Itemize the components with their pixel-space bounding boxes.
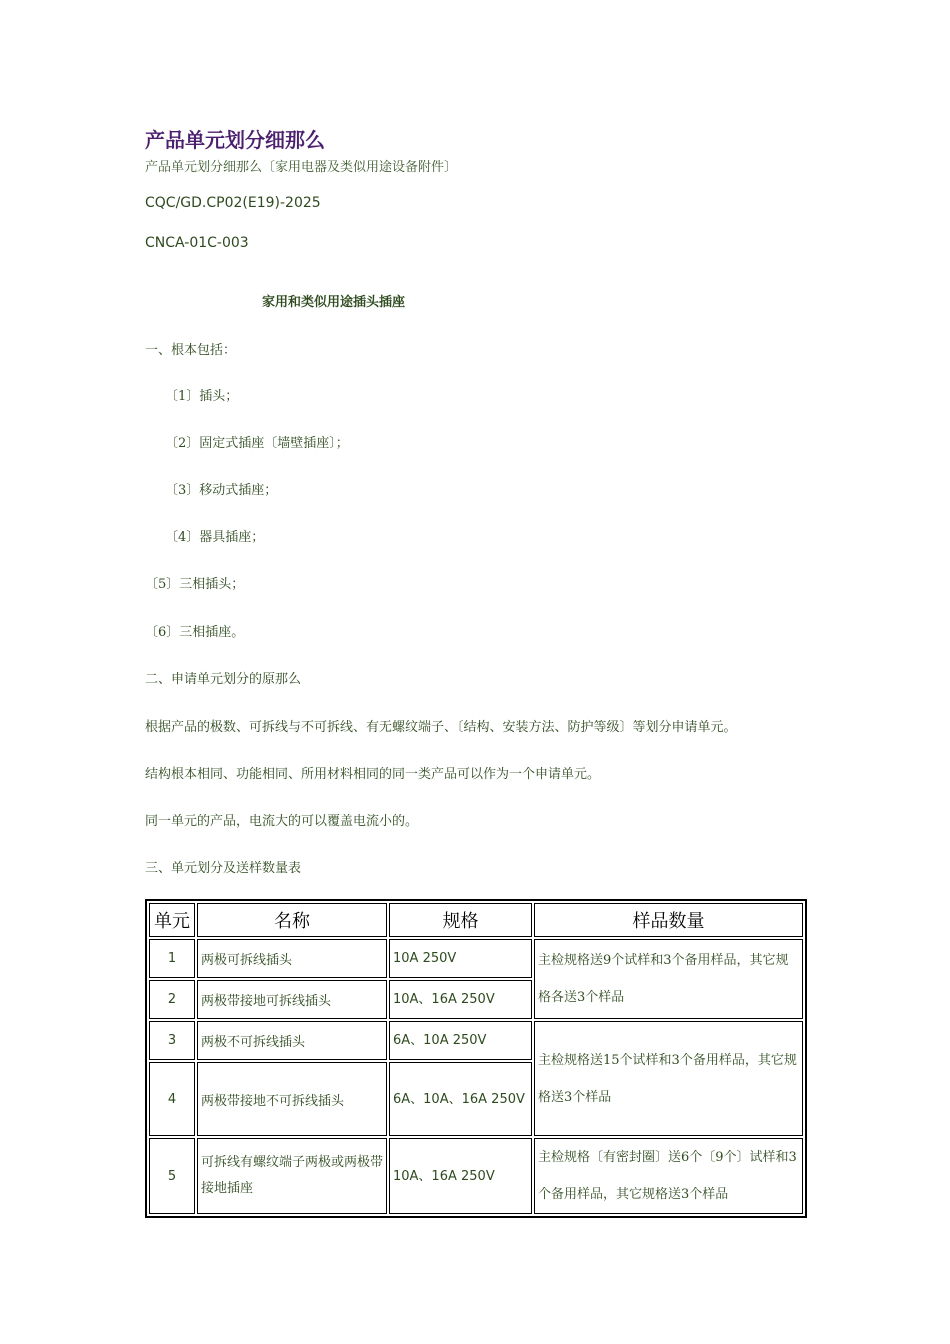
section-1-title: 一、根本包括： [145, 343, 237, 358]
list-item: 〔1〕插头； [165, 389, 239, 404]
table-row [149, 1021, 803, 1060]
unit-name: 两极不可拆线插头 [197, 1021, 387, 1060]
unit-number: 4 [149, 1062, 195, 1136]
header-samples: 样品数量 [534, 903, 803, 937]
unit-spec: 10A 250V [389, 939, 532, 978]
list-item: 〔5〕三相插头； [145, 577, 245, 592]
paragraph: 结构根本相同、功能相同、所用材料相同的同一类产品可以作为一个申请单元。 [145, 767, 601, 782]
unit-name: 可拆线有螺纹端子两极或两极带接地插座 [197, 1138, 387, 1214]
unit-spec: 6A、10A、16A 250V [389, 1062, 532, 1136]
unit-spec: 10A、16A 250V [389, 980, 532, 1019]
unit-spec: 10A、16A 250V [389, 1138, 532, 1214]
unit-name: 两极带接地不可拆线插头 [197, 1062, 387, 1136]
unit-number: 1 [149, 939, 195, 978]
table-row [149, 1138, 803, 1214]
section-2-title: 二、申请单元划分的原那么 [145, 672, 302, 687]
header-unit: 单元 [149, 903, 195, 937]
table-header-row [149, 903, 803, 937]
list-item: 〔6〕三相插座。 [145, 625, 245, 640]
list-item: 〔3〕移动式插座； [165, 483, 278, 498]
unit-number: 5 [149, 1138, 195, 1214]
unit-name: 两极带接地可拆线插头 [197, 980, 387, 1019]
unit-name: 两极可拆线插头 [197, 939, 387, 978]
page-subtitle: 产品单元划分细那么〔家用电器及类似用途设备附件〕 [145, 160, 458, 175]
paragraph: 根据产品的极数、可拆线与不可拆线、有无螺纹端子、〔结构、安装方法、防护等级〕等划分申请单元。 [145, 720, 737, 735]
sample-quantity: 主检规格送9个试样和3个备用样品，其它规格各送3个样品 [534, 939, 803, 1019]
paragraph: 同一单元的产品，电流大的可以覆盖电流小的。 [145, 814, 419, 829]
section-heading: 家用和类似用途插头插座 [262, 295, 406, 310]
list-item: 〔4〕器具插座； [165, 530, 265, 545]
header-name: 名称 [197, 903, 387, 937]
sample-quantity: 主检规格〔有密封圈〕送6个〔9个〕试样和3个备用样品，其它规格送3个样品 [534, 1138, 803, 1214]
unit-sample-table [145, 899, 807, 1218]
page-title: 产品单元划分细那么 [145, 128, 325, 152]
certification-code: CNCA-01C-003 [145, 235, 249, 251]
section-3-title: 三、单元划分及送样数量表 [145, 861, 302, 876]
unit-number: 3 [149, 1021, 195, 1060]
unit-number: 2 [149, 980, 195, 1019]
unit-spec: 6A、10A 250V [389, 1021, 532, 1060]
list-item: 〔2〕固定式插座〔墙壁插座〕； [165, 436, 349, 451]
sample-quantity: 主检规格送15个试样和3个备用样品，其它规格送3个样品 [534, 1021, 803, 1136]
header-spec: 规格 [389, 903, 532, 937]
standard-code: CQC/GD.CP02(E19)-2025 [145, 195, 321, 211]
table-row [149, 939, 803, 978]
